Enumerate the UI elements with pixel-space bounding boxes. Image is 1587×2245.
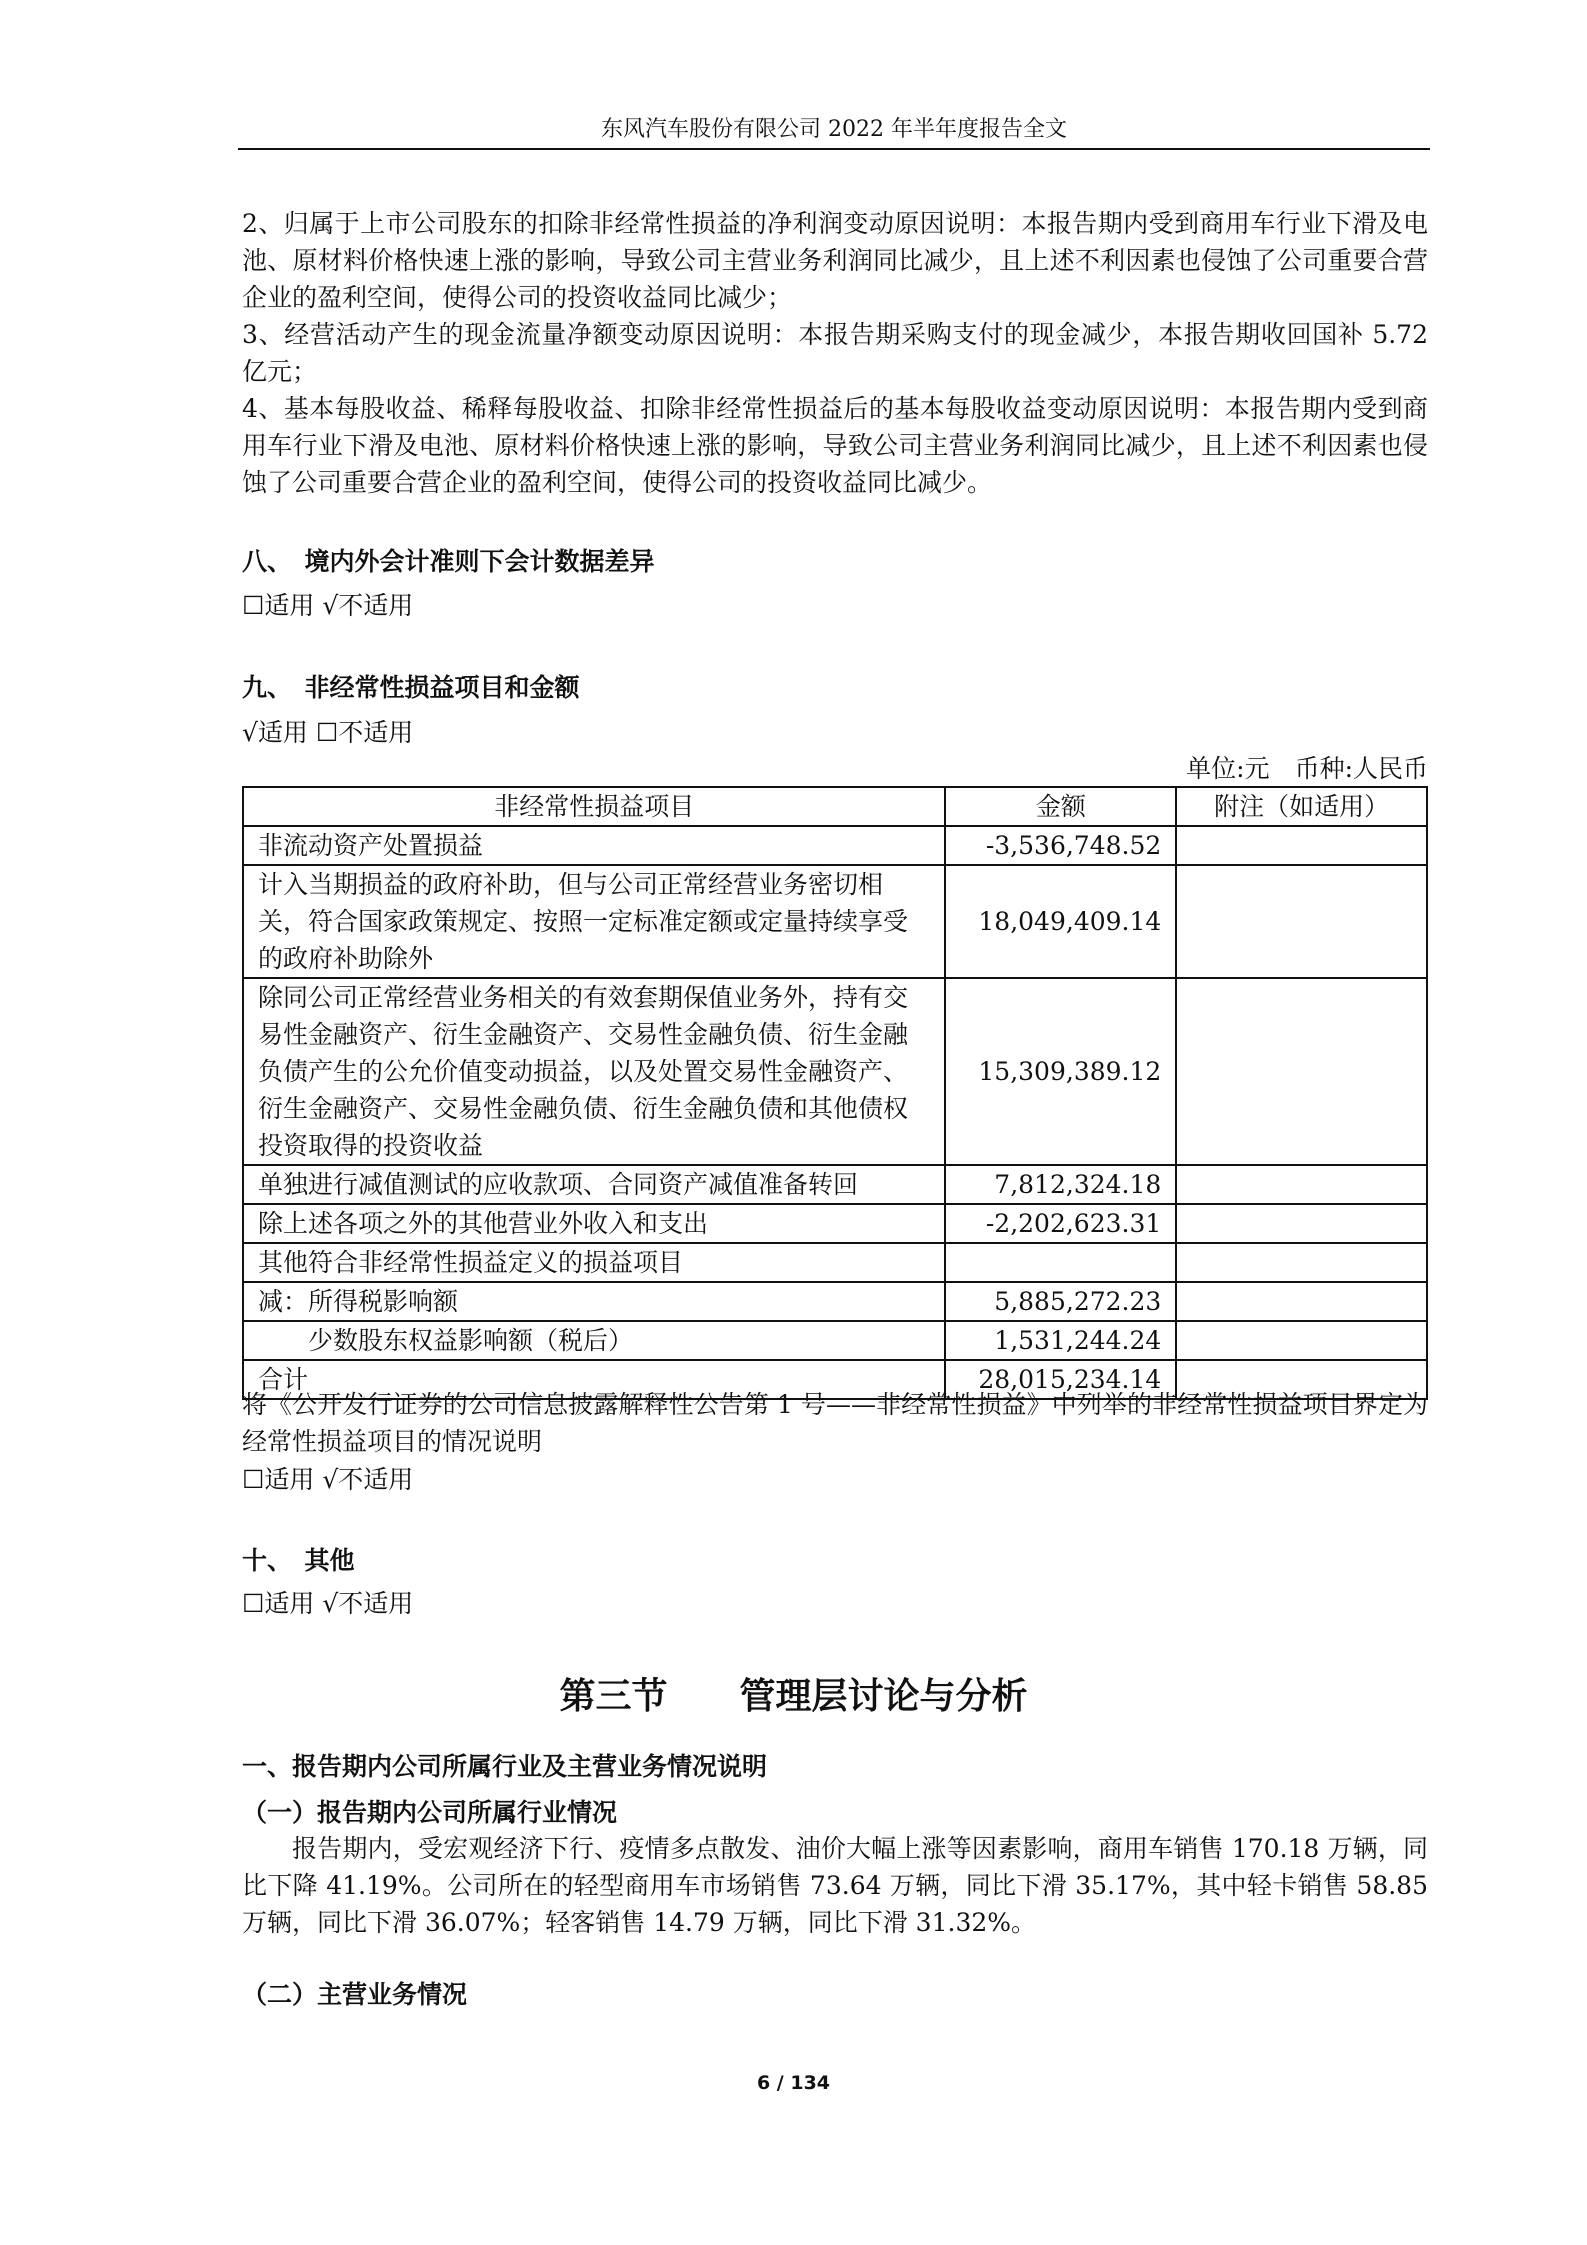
footnote-applicability: ☐适用 √不适用 [242,1465,414,1494]
col-header-note: 附注（如适用） [1176,787,1427,826]
item-cell: 少数股东权益影响额（税后） [243,1321,945,1360]
table-row [243,865,1427,978]
item-cell: 其他符合非经常性损益定义的损益项目 [243,1243,945,1282]
explanation-2: 2、归属于上市公司股东的扣除非经常性损益的净利润变动原因说明：本报告期内受到商用车行业下滑及电池、原材料价格快速上涨的影响，导致公司主营业务利润同比减少，且上述不利因素也侵蚀了公司重要合营企业的盈利空间，使得公司的投资收益同比减少； [242,209,1428,312]
col-header-item: 非经常性损益项目 [243,787,945,826]
section-10-heading: 十、 其他 [242,1546,355,1575]
amount-cell: -2,202,623.31 [945,1204,1176,1243]
amount-cell: 1,531,244.24 [945,1321,1176,1360]
item-cell: 减：所得税影响额 [243,1282,945,1321]
amount-cell: 15,309,389.12 [945,978,1176,1165]
table-row [243,1282,1427,1321]
part-1-subheading-1: （一）报告期内公司所属行业情况 [242,1798,618,1827]
note-cell [1176,1243,1427,1282]
amount-cell: -3,536,748.52 [945,826,1176,865]
table-row [243,1165,1427,1204]
note-cell [1176,1282,1427,1321]
amount-cell [945,1243,1176,1282]
section-8-applicability: ☐适用 √不适用 [242,591,414,620]
table-header-row [243,787,1427,826]
explanation-4: 4、基本每股收益、稀释每股收益、扣除非经常性损益后的基本每股收益变动原因说明：本报告期内受到商用车行业下滑及电池、原材料价格快速上涨的影响，导致公司主营业务利润同比减少，且上述不利因素也侵蚀了公司重要合营企业的盈利空间，使得公司的投资收益同比减少。 [242,394,1428,497]
part-1-subheading-2: （二）主营业务情况 [242,1980,468,2009]
note-cell [1176,978,1427,1165]
table-row [243,1243,1427,1282]
table-row [243,978,1427,1165]
item-cell: 非流动资产处置损益 [243,826,945,865]
section-9-applicability: √适用 ☐不适用 [242,718,414,747]
item-cell: 除上述各项之外的其他营业外收入和支出 [243,1204,945,1243]
section-8-heading: 八、 境内外会计准则下会计数据差异 [242,547,655,576]
explanation-3: 3、经营活动产生的现金流量净额变动原因说明：本报告期采购支付的现金减少，本报告期收回国补 5.72 亿元； [242,320,1428,386]
page-number: 6 / 134 [756,2072,831,2094]
section-9-heading: 九、 非经常性损益项目和金额 [242,673,580,702]
amount-cell: 7,812,324.18 [945,1165,1176,1204]
non-recurring-items-table [242,786,1428,1400]
amount-cell: 28,015,234.14 [945,1360,1176,1399]
part-1-heading: 一、报告期内公司所属行业及主营业务情况说明 [242,1752,768,1781]
section-10-applicability: ☐适用 √不适用 [242,1589,414,1618]
col-header-amount: 金额 [945,787,1176,826]
item-cell: 单独进行减值测试的应收款项、合同资产减值准备转回 [243,1165,945,1204]
industry-paragraph: 报告期内，受宏观经济下行、疫情多点散发、油价大幅上涨等因素影响，商用车销售 170.18 万辆，同比下降 41.19%。公司所在的轻型商用车市场销售 73.64 万辆，同比下滑 35.17%，其中轻卡销售 58.85 万辆，同比下滑 36.07%；轻客销售 14.79 万辆，同比下滑 31.32%。 [242,1834,1428,1937]
running-header: 东风汽车股份有限公司 2022 年半年度报告全文 [601,117,1067,142]
chapter-title: 第三节 管理层讨论与分析 [559,1676,1028,1717]
table-row [243,1204,1427,1243]
note-cell [1176,1165,1427,1204]
item-cell: 合计 [243,1360,945,1399]
note-cell [1176,826,1427,865]
amount-cell: 5,885,272.23 [945,1282,1176,1321]
item-cell: 除同公司正常经营业务相关的有效套期保值业务外，持有交易性金融资产、衍生金融资产、交易性金融负债、衍生金融负债产生的公允价值变动损益，以及处置交易性金融资产、衍生金融资产、交易性金融负债、衍生金融负债和其他债权投资取得的投资收益 [243,978,945,1165]
note-cell [1176,1321,1427,1360]
table-row [243,826,1427,865]
table-footnote: 将《公开发行证券的公司信息披露解释性公告第 1 号——非经常性损益》中列举的非经常性损益项目界定为经常性损益项目的情况说明 [242,1390,1428,1456]
note-cell [1176,1204,1427,1243]
header-divider [238,148,1430,150]
amount-cell: 18,049,409.14 [945,865,1176,978]
table-row [243,1321,1427,1360]
unit-currency-label: 单位:元 币种:人民币 [1186,754,1428,783]
item-cell: 计入当期损益的政府补助，但与公司正常经营业务密切相关，符合国家政策规定、按照一定标准定额或定量持续享受的政府补助除外 [243,865,945,978]
note-cell [1176,865,1427,978]
